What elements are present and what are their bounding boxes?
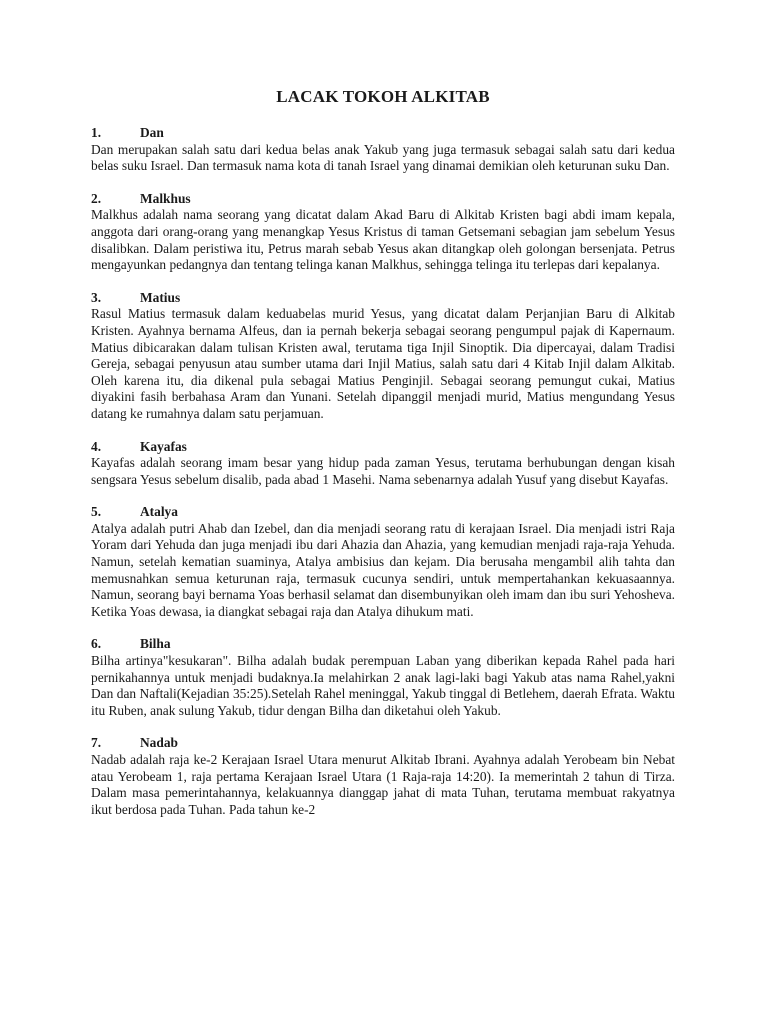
section-body: Atalya adalah putri Ahab dan Izebel, dan dia menjadi seorang ratu di kerajaan Israel. Dia menjadi istri Raja Yoram dari Yehuda dan juga menjadi ibu dari Ahazia dan Ahazia, yang kemudian menjadi raja-raja Yehuda. Namun, setelah kematian suaminya, Atalya ambisius dan kejam. Dia berusaha mengambil alih tahta dan memusnahkan semua keturunan raja, termasuk cucunya sendiri, untuk mempertahankan kekuasaannya. Namun, seorang bayi bernama Yoas berhasil selamat dan disembunyikan oleh imam dan ibu suri Yehosheva. Ketika Yoas dewasa, ia diangkat sebagai raja dan Atalya dihukum mati.	[91, 520, 675, 619]
section-body: Rasul Matius termasuk dalam keduabelas murid Yesus, yang dicatat dalam Perjanjian Baru di Alkitab Kristen. Ayahnya bernama Alfeus, dan ia pernah bekerja sebagai seorang pengumpul pajak di Kapernaum. Matius dibicarakan dalam tulisan Kristen awal, terutama tiga Injil Sinoptik. Dia dipercayai, dalam Tradisi Gereja, sebagai penyusun atau sumber utama dari Injil Matius, salah satu dari 4 Kitab Injil dalam Alkitab. Oleh karena itu, dia dikenal pula sebagai Matius Penginjil. Sebagai seorang pemungut cukai, Matius diyakini fasih berbahasa Aram dan Yunani. Setelah dipanggil menjadi murid, Matius mengundang Yesus datang ke rumahnya dalam satu perjamuan.	[91, 306, 675, 421]
section-heading	[91, 735, 675, 752]
section-malkhus	[91, 191, 675, 274]
section-heading	[91, 439, 675, 456]
document-page	[91, 87, 675, 834]
section-title: Matius	[140, 289, 181, 305]
section-number: 5.	[91, 504, 102, 520]
section-heading	[91, 191, 675, 208]
section-bilha	[91, 636, 675, 719]
section-atalya	[91, 504, 675, 620]
section-heading	[91, 504, 675, 521]
section-title: Dan	[140, 125, 164, 140]
section-number: 2.	[91, 190, 102, 206]
section-title: Bilha	[140, 636, 171, 652]
section-title: Kayafas	[140, 438, 187, 454]
section-number: 1.	[91, 125, 102, 140]
section-title: Atalya	[140, 504, 178, 520]
section-title: Malkhus	[140, 190, 191, 206]
document-title: LACAK TOKOH ALKITAB	[276, 87, 490, 106]
section-body: Kayafas adalah seorang imam besar yang hidup pada zaman Yesus, terutama berhubungan dengan kisah sengsara Yesus sebelum disalib, pada abad 1 Masehi. Nama sebenarnya adalah Yusuf yang disebut Kayafas.	[91, 455, 675, 487]
section-title: Nadab	[140, 735, 178, 751]
section-nadab	[91, 735, 675, 818]
section-body: Dan merupakan salah satu dari kedua belas anak Yakub yang juga termasuk sebagai salah satu dari kedua belas suku Israel. Dan termasuk nama kota di tanah Israel yang dinamai demikian oleh keturunan suku Dan.	[91, 141, 675, 174]
section-dan	[91, 125, 675, 175]
section-matius	[91, 290, 675, 423]
section-heading	[91, 290, 675, 307]
section-body: Nadab adalah raja ke-2 Kerajaan Israel Utara menurut Alkitab Ibrani. Ayahnya adalah Yerobeam bin Nebat atau Yerobeam 1, raja pertama Kerajaan Israel Utara (1 Raja-raja 14:20). Ia memerintah 2 tahun di Tirza. Dalam masa pemerintahannya, kelakuannya dianggap jahat di mata Tuhan, terutama membuat rakyatnya ikut berdosa pada Tuhan. Pada tahun ke-2	[91, 752, 675, 817]
section-body: Bilha artinya"kesukaran". Bilha adalah budak perempuan Laban yang diberikan kepada Rahel pada hari pernikahannya untuk menjadi budaknya.Ia melahirkan 2 anak lagi-laki bagi Yakub atas nama Rahel,yakni Dan dan Naftali(Kejadian 35:25).Setelah Rahel meninggal, Yakub tinggal di Betlehem, daerah Efrata. Waktu itu Ruben, anak sulung Yakub, tidur dengan Bilha dan diketahui oleh Yakub.	[91, 653, 675, 718]
section-body: Malkhus adalah nama seorang yang dicatat dalam Akad Baru di Alkitab Kristen bagi abdi imam kepala, anggota dari orang-orang yang menangkap Yesus Kristus di taman Getsemani sebagian jam sebelum Yesus disalibkan. Dalam peristiwa itu, Petrus marah sebab Yesus akan ditangkap oleh golongan bersenjata. Petrus mengayunkan pedangnya dan tentang telinga kanan Malkhus, sehingga telinga itu terlepas dari kepalanya.	[91, 207, 675, 273]
section-heading	[91, 125, 675, 142]
section-number: 3.	[91, 289, 102, 305]
section-number: 7.	[91, 735, 102, 751]
section-heading	[91, 636, 675, 653]
section-kayafas	[91, 439, 675, 489]
section-number: 4.	[91, 438, 102, 454]
section-number: 6.	[91, 636, 102, 652]
